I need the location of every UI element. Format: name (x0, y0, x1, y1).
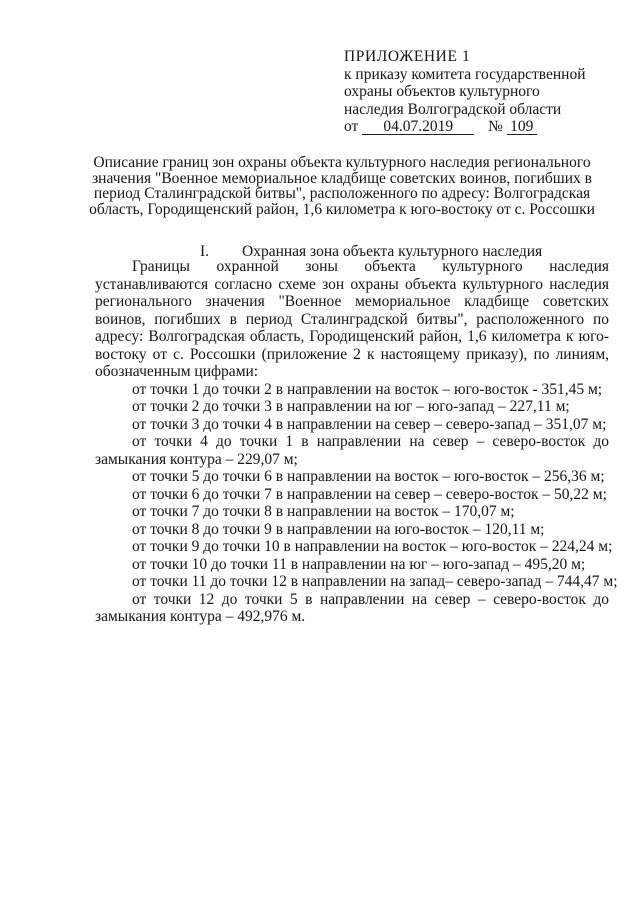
appendix-line: к приказу комитета государственной (344, 65, 586, 83)
section-body (95, 258, 618, 626)
order-date-number-line (344, 118, 624, 136)
appendix-title: ПРИЛОЖЕНИЕ 1 (344, 48, 471, 65)
appendix-line: охраны объектов культурного (344, 83, 540, 100)
boundary-line: от точки 7 до точки 8 в направлении на восток – 170,07 м; (132, 503, 515, 520)
boundary-line: от точки 2 до точки 3 в направлении на юг – юго-запад – 227,11 м; (132, 398, 570, 415)
boundary-line: от точки 12 до точки 5 в направлении на север – северо-восток до замыкания контура – 492,976 м. (95, 590, 609, 625)
section-heading-text: Охранная зона объекта культурного наследия (242, 243, 543, 260)
boundary-line: от точки 11 до точки 12 в направлении на запад– северо-запад – 744,47 м; (132, 573, 618, 590)
boundary-line: от точки 1 до точки 2 в направлении на восток – юго-восток - 351,45 м; (132, 380, 603, 398)
boundary-line: от точки 6 до точки 7 в направлении на север – северо-восток – 50,22 м; (132, 485, 607, 503)
boundary-line: от точки 10 до точки 11 в направлении на юг – юго-запад – 495,20 м; (132, 555, 586, 573)
from-label: от (344, 118, 359, 135)
number-sign: № (488, 118, 503, 135)
document-title: Описание границ зон охраны объекта культурного наследия регионального значения "Военное мемориальное кладбище советских воинов, погибших в период Сталинградской битвы", расположенного по адресу: Волгоградская область, Городищенский район, 1,6 километра к юго-востоку от с. Россошки (89, 154, 595, 218)
boundary-line: от точки 3 до точки 4 в направлении на север – северо-запад – 351,07 м; (132, 415, 607, 433)
order-number: 109 (507, 120, 537, 135)
order-date: 04.07.2019 (362, 120, 474, 135)
boundary-line: от точки 8 до точки 9 в направлении на юго-восток – 120,11 м; (132, 520, 545, 538)
appendix-block (344, 48, 624, 136)
appendix-line: наследия Волгоградской области (344, 100, 562, 118)
intro-paragraph: Границы охранной зоны объекта культурного наследия устанавливаются согласно схеме зон охраны объекта культурного наследия регионального значения "Военное мемориальное кладбище советских воинов, погибших в период Сталинградской битвы", расположенного по адресу: Волгоградская область, Городищенский район, 1,6 километра к юго-востоку от с. Россошки (приложение 2 к настоящему приказу), по линиям, обозначенным цифрами: (95, 258, 609, 380)
boundary-line: от точки 5 до точки 6 в направлении на восток – юго-восток – 256,36 м; (132, 468, 605, 485)
boundary-line: от точки 4 до точки 1 в направлении на север – северо-восток до замыкания контура – 229,07 м; (95, 433, 609, 468)
boundary-line: от точки 9 до точки 10 в направлении на восток – юго-восток – 224,24 м; (132, 538, 613, 555)
section-number: I. (200, 243, 210, 260)
